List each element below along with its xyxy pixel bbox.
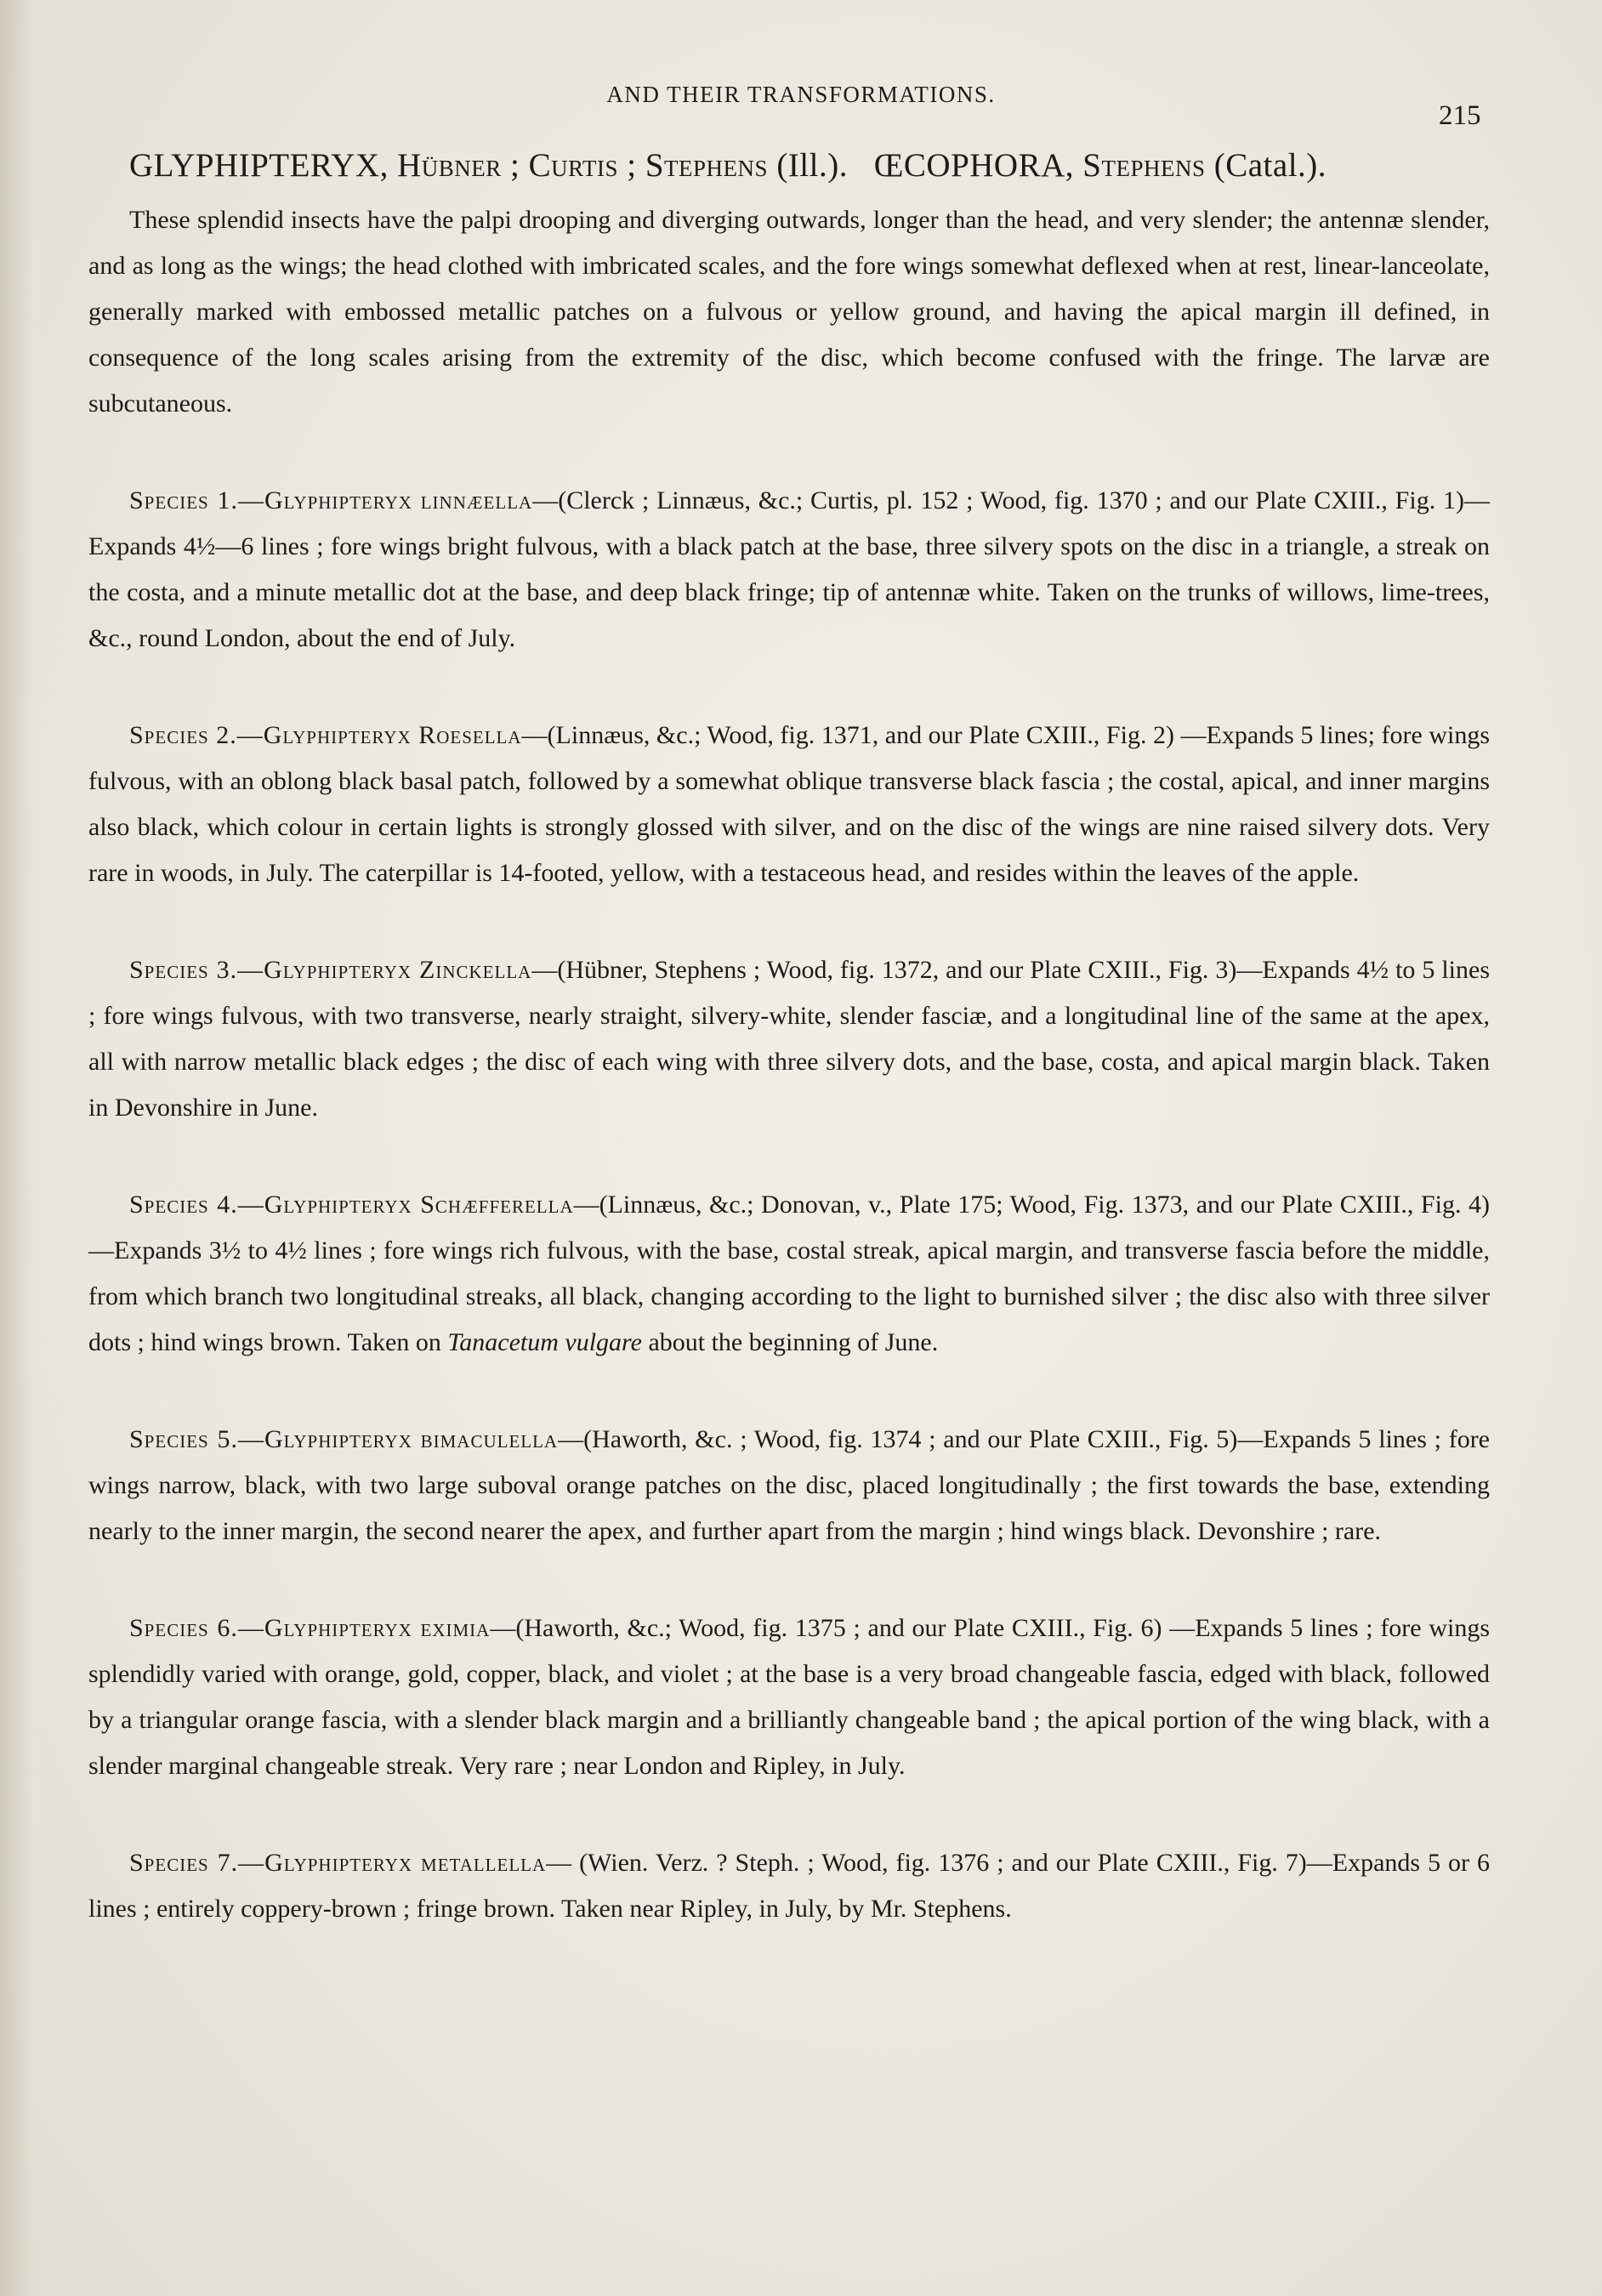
page-gutter-shadow [0,0,34,2296]
species-name: Glyphipteryx linnæella [264,486,533,514]
species-text: —(Clerck ; Linnæus, &c.; Curtis, pl. 152 ; Wood, fig. 1370 ; and our Plate CXIII., Fig. 1)—Expands 4½—6 lines ; fore wings bright fulvous, with a black patch at the base, three silvery spots on the disc in a triangle, a streak on the costa, and a minute metallic dot at the base, and deep black fringe; tip of antennæ white. Taken on the trunks of willows, lime-trees, &c., round London, about the end of July. [88,486,1490,652]
species-label: Species 7.— [129,1849,265,1877]
species-text: —(Haworth, &c.; Wood, fig. 1375 ; and our Plate CXIII., Fig. 6) —Expands 5 lines ; fore wings splendidly varied with orange, gold, copper, black, and violet ; at the base is a very broad changeable fascia, edged with black, followed by a triangular orange fascia, with a slender black margin and a brilliantly changeable band ; the apical portion of the wing black, with a slender marginal changeable streak. Very rare ; near London and Ripley, in July. [88,1614,1490,1780]
species-name: Glyphipteryx eximia [264,1614,491,1642]
alt-genus-name: ŒCOPHORA, [873,147,1075,184]
species-text: — (Wien. Verz. ? Steph. ; Wood, fig. 1376 ; and our Plate CXIII., Fig. 7)—Expands 5 or 6 lines ; entirely coppery-brown ; fringe brown. Taken near Ripley, in July, by Mr. Stephens. [88,1849,1490,1923]
species-entry-2 [88,713,1490,896]
species-label: Species 6.— [129,1614,264,1642]
species-name: Glyphipteryx Roesella [263,721,522,749]
species-text-end: about the beginning of June. [641,1328,939,1356]
species-label: Species 4.— [129,1191,264,1219]
species-entry-5 [88,1417,1490,1554]
species-label: Species 3.— [129,956,264,984]
species-label: Species 5.— [129,1425,264,1453]
species-entry-7 [88,1840,1490,1932]
page-number: 215 [1439,100,1481,131]
page-body [88,143,1490,1932]
species-name: Glyphipteryx Zinckella [264,956,532,984]
species-entry-3 [88,947,1490,1131]
species-text: —(Haworth, &c. ; Wood, fig. 1374 ; and our Plate CXIII., Fig. 5)—Expands 5 lines ; fore wings narrow, black, with two large suboval orange patches on the disc, placed longitudinally ; the first towards the base, extending nearly to the inner margin, the second nearer the apex, and further apart from the margin ; hind wings black. Devonshire ; rare. [88,1425,1490,1545]
species-entry-6 [88,1605,1490,1789]
species-text: —(Hübner, Stephens ; Wood, fig. 1372, and our Plate CXIII., Fig. 3)—Expands 4½ to 5 lines ; fore wings fulvous, with two transverse, nearly straight, silvery-white, slender fasciæ, and a longitudinal line of the same at the apex, all with narrow metallic black edges ; the disc of each wing with three silvery dots, and the base, costa, and apical margin black. Taken in Devonshire in June. [88,956,1490,1122]
species-entry-4 [88,1182,1490,1366]
species-text: —(Linnæus, &c.; Wood, fig. 1371, and our Plate CXIII., Fig. 2) —Expands 5 lines; fore wings fulvous, with an oblong black basal patch, followed by a somewhat oblique transverse black fascia ; the costal, apical, and inner margins also black, which colour in certain lights is strongly glossed with silver, and on the disc of the wings are nine raised silvery dots. Very rare in woods, in July. The caterpillar is 14-footed, yellow, with a testaceous head, and resides within the leaves of the apple. [88,721,1490,887]
running-head: AND THEIR TRANSFORMATIONS. [606,82,996,107]
genus-heading [129,143,1490,189]
genus-ill: (Ill.). [776,147,848,184]
genus-name: GLYPHIPTERYX, [129,147,389,184]
genus-authors: Hübner ; Curtis ; Stephens [397,147,769,184]
genus-description: These splendid insects have the palpi drooping and diverging outwards, longer than the head, and very slender; the antennæ slender, and as long as the wings; the head clothed with imbricated scales, and the fore wings somewhat deflexed when at rest, linear-lanceolate, generally marked with embossed metallic patches on a fulvous or yellow ground, and having the apical margin ill defined, in consequence of the long scales arising from the extremity of the disc, which become confused with the fringe. The larvæ are subcutaneous. [88,206,1490,418]
plant-name: Tanacetum vulgare [447,1328,642,1356]
species-label: Species 1.— [129,486,265,514]
species-text: —(Linnæus, &c.; Donovan, v., Plate 175; Wood, Fig. 1373, and our Plate CXIII., Fig. 4)—Expands 3½ to 4½ lines ; fore wings rich fulvous, with the base, costal streak, apical margin, and transverse fascia before the middle, from which branch two longitudinal streaks, all black, changing according to the light to burnished silver ; the disc also with three silver dots ; hind wings brown. Taken on [88,1191,1490,1356]
species-label: Species 2.— [129,721,264,749]
species-name: Glyphipteryx Schæfferella [264,1191,574,1219]
alt-genus-catal: (Catal.). [1213,147,1327,184]
species-name: Glyphipteryx bimaculella [264,1425,559,1453]
species-name: Glyphipteryx metallella [264,1849,547,1877]
alt-genus-authors: Stephens [1082,147,1206,184]
species-entry-1 [88,478,1490,662]
